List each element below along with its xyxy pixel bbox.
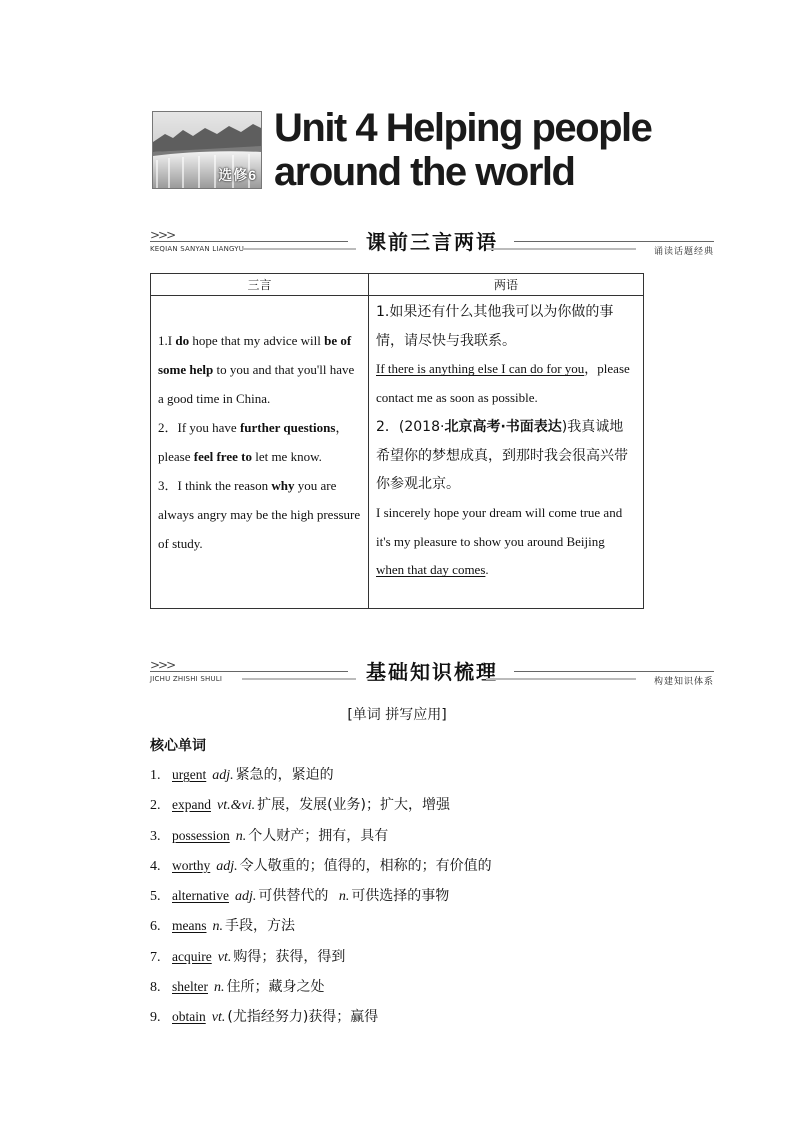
translation-1-cn: 1.如果还有什么其他我可以为你做的事情，请尽快与我联系。 — [376, 304, 614, 349]
vocab-word: shelter — [172, 979, 208, 995]
banner-tag: 诵读话题经典 — [653, 247, 714, 257]
table-cell-right — [369, 296, 644, 609]
list-item: 6. means n. 手段，方法 — [150, 918, 295, 935]
translation-2-cn: 2．(2018·北京高考·书面表达)我真诚地希望你的梦想成真，到那时我会很高兴带你参观北京。 — [376, 418, 628, 493]
section-banner-preview — [150, 229, 714, 255]
table-header-liangyu: 两语 — [369, 274, 644, 296]
banner-title: 课前三言两语 — [150, 226, 714, 255]
vocab-subheading: [单词 拼写应用] — [347, 707, 447, 723]
list-item: 5. alternative adj. 可供替代的 n. 可供选择的事物 — [150, 888, 450, 905]
core-words-label: 核心单词 — [150, 738, 206, 754]
section-banner-basics — [150, 659, 714, 685]
banner-title: 基础知识梳理 — [150, 656, 714, 685]
banner-tag: 构建知识体系 — [653, 677, 714, 687]
phrases-table — [150, 273, 644, 609]
table-header-sanyan: 三言 — [151, 274, 369, 296]
unit-title-line1: Unit 4 Helping people — [274, 106, 652, 150]
banner-pinyin: KEQIAN SANYAN LIANGYU — [150, 245, 245, 253]
list-item: 2. expand vt.&vi. 扩展，发展(业务)；扩大，增强 — [150, 797, 451, 814]
unit-title — [274, 106, 651, 194]
list-item: 9. obtain vt. (尤指经努力)获得；赢得 — [150, 1009, 379, 1026]
table-cell-left — [151, 296, 369, 609]
sentence-2: 2．If you have further questions，please feel free to let me know. — [158, 420, 349, 464]
vocab-word: worthy — [172, 857, 211, 873]
list-item: 7. acquire vt. 购得；获得，得到 — [150, 948, 346, 965]
list-item: 8. shelter n. 住所；藏身之处 — [150, 979, 325, 996]
vocab-list — [150, 764, 492, 1037]
list-item: 1. urgent adj. 紧急的，紧迫的 — [150, 767, 334, 783]
vocab-word: means — [172, 918, 207, 934]
unit-title-line2: around the world — [274, 150, 575, 194]
elective-label: 选修6 — [218, 167, 257, 183]
banner-pinyin: JICHU ZHISHI SHULI — [150, 675, 223, 683]
vocab-word: expand — [172, 797, 211, 813]
vocab-word: alternative — [172, 888, 229, 904]
vocab-word: obtain — [172, 1009, 206, 1025]
chevrons-icon: >>> — [150, 658, 175, 672]
unit-badge-image — [152, 111, 262, 189]
sentence-1: 1.I do hope that my advice will be of some help to you and that you'll have a good time in China. — [158, 333, 355, 406]
vocab-word: urgent — [172, 767, 207, 782]
translation-2-en: I sincerely hope your dream will come true and it's my pleasure to show you around Beijing when that day comes. — [376, 504, 623, 578]
list-item: 4. worthy adj. 令人敬重的；值得的，相称的；有价值的 — [150, 857, 492, 874]
list-item: 3. possession n. 个人财产；拥有，具有 — [150, 827, 389, 844]
sentence-3: 3．I think the reason why you are always angry may be the high pressure of study. — [158, 478, 361, 551]
vocab-word: acquire — [172, 948, 212, 964]
chevrons-icon: >>> — [150, 228, 175, 242]
vocab-word: possession — [172, 827, 230, 843]
translation-1-en: If there is anything else I can do for you，please contact me as soon as possible. — [376, 361, 630, 406]
